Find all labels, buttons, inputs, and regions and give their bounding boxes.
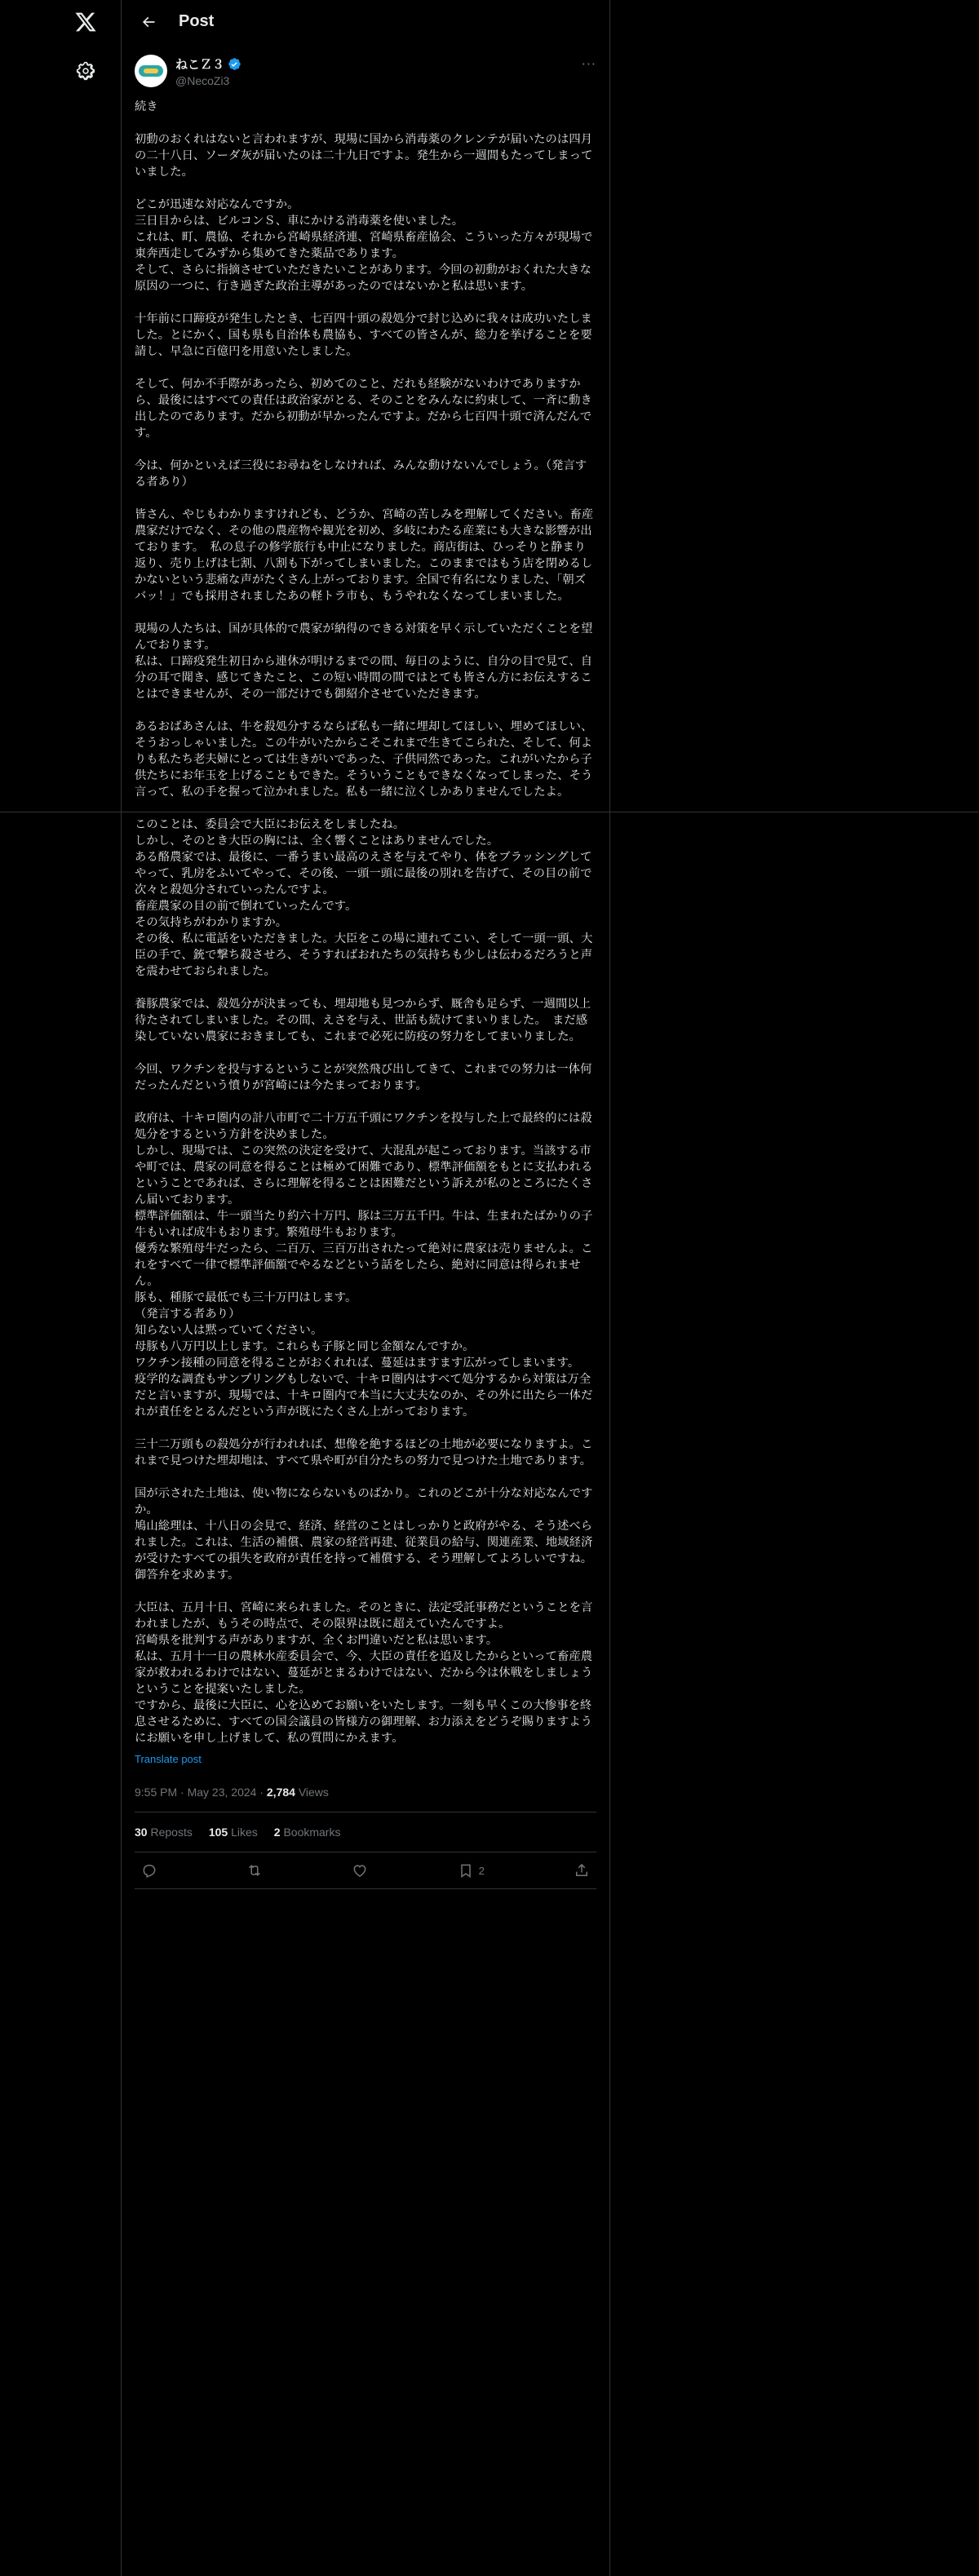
views-label: Views bbox=[298, 1786, 329, 1799]
display-name[interactable] bbox=[175, 55, 241, 73]
bookmarks-count: 2 bbox=[273, 1826, 281, 1839]
share-button[interactable] bbox=[574, 1862, 590, 1879]
likes-stat[interactable] bbox=[209, 1826, 258, 1839]
back-arrow-icon[interactable] bbox=[135, 8, 162, 36]
reposts-label: Reposts bbox=[150, 1826, 193, 1839]
bookmarks-stat[interactable] bbox=[274, 1826, 341, 1839]
repost-button[interactable] bbox=[246, 1862, 263, 1879]
header-bar bbox=[122, 0, 609, 43]
bookmark-button[interactable] bbox=[458, 1862, 485, 1879]
handle[interactable]: @NecoZi3 bbox=[175, 73, 230, 87]
x-logo-icon[interactable] bbox=[72, 8, 100, 36]
post-date[interactable]: May 23, 2024 bbox=[187, 1786, 257, 1799]
reposts-stat[interactable] bbox=[135, 1826, 193, 1839]
likes-label: Likes bbox=[231, 1826, 258, 1839]
share-icon bbox=[574, 1862, 590, 1879]
page-title: Post bbox=[179, 12, 215, 30]
verified-badge-icon bbox=[228, 57, 241, 71]
post bbox=[122, 43, 609, 1889]
engagement-stats bbox=[135, 1812, 596, 1852]
reply-icon bbox=[141, 1862, 157, 1879]
likes-count: 105 bbox=[208, 1826, 228, 1839]
translate-post-link[interactable]: Translate post bbox=[135, 1753, 202, 1765]
avatar[interactable] bbox=[135, 55, 167, 87]
like-button[interactable] bbox=[352, 1862, 368, 1879]
bookmark-action-count: 2 bbox=[478, 1864, 485, 1877]
reply-button[interactable] bbox=[141, 1862, 157, 1879]
bookmark-icon bbox=[458, 1862, 474, 1879]
action-bar bbox=[135, 1852, 596, 1889]
reposts-count: 30 bbox=[135, 1826, 148, 1839]
views-count: 2,784 bbox=[266, 1786, 295, 1799]
bookmarks-label: Bookmarks bbox=[283, 1826, 341, 1839]
heart-icon bbox=[352, 1862, 368, 1879]
author-row bbox=[135, 50, 596, 92]
post-text: 続き 初動のおくれはないと言われますが、現場に国から消毒薬のクレンテが届いたのは四月の二十八日、ソーダ灰が届いたのは二十九日ですよ。発生から一週間もたってしまっていました。 どこが迅速な対応なんですか。 三日目からは、ビルコンＳ、車にかける消毒薬を使いました。 これは、町、農協、それから宮崎県経済連、宮崎県畜産協会、こういった方々が現場で東奔西走してみずから集めてきた薬品であります。 そして、さらに指摘させていただきたいことがあります。今回の初動がおくれた大きな原因の一つに、行き過ぎた政治主導があったのではないかと私は思います。 十年前に口蹄疫が発生したとき、七百四十頭の殺処分で封じ込めに我々は成功いたしました。とにかく、国も県も自治体も農協も、すべての皆さんが、総力を挙げることを要請し、早急に百億円を用意いたしました。 そして、何か不手際があったら、初めてのこと、だれも経験がないわけでありますから、最後にはすべての責任は政治家がとる、そのことをみんなに約束して、一斉に動き出したのであります。だから初動が早かったんですよ。だから七百四十頭で済んだんです。 今は、何かといえば三役にお尋ねをしなければ、みんな動けないんでしょう。（発言する者あり） 皆さん、やじもわかりますけれども、どうか、宮崎の苦しみを理解してください。畜産農家だけでなく、その他の農産物や観光を初め、多岐にわたる産業にも大きな影響が出ております。 私の息子の修学旅行も中止になりました。商店街は、ひっそりと静まり返り、売り上げは七割、八割も下がってしまいました。このままではもう店を閉めるしかないという悲痛な声がたくさん上がっております。全国で有名になりました、「朝ズバッ！」でも採用されましたあの軽トラ市も、もうやれなくなってしまいました。 現場の人たちは、国が具体的で農家が納得のできる対策を早く示していただくことを望んでおります。 私は、口蹄疫発生初日から連休が明けるまでの間、毎日のように、自分の目で見て、自分の耳で聞き、感じてきたこと、この短い時間の間ではとても皆さん方にお伝えすることはできませんが、その一部だけでも御紹介させていただきます。 あるおばあさんは、牛を殺処分するならば私も一緒に埋却してほしい、埋めてほしい、そうおっしゃいました。この牛がいたからこそこれまで生きてこられた、そして、何よりも私たち老夫婦にとっては生きがいであった、子供同然であった。これがいたから子供たちにお年玉を上げることもできた。そういうこともできなくなってしまった、そう言って、私の手を握って泣かれました。私も一緒に泣くしかありませんでしたよ。 このことは、委員会で大臣にお伝えをしましたね。 しかし、そのとき大臣の胸には、全く響くことはありませんでした。 ある酪農家では、最後に、一番うまい最高のえさを与えてやり、体をブラッシングしてやって、乳房をふいてやって、その後、一頭一頭に最後の別れを告げて、その目の前で次々と殺処分されていったんですよ。 畜産農家の目の前で倒れていったんです。 その気持ちがわかりますか。 その後、私に電話をいただきました。大臣をこの場に連れてこい、そして一頭一頭、大臣の手で、銃で撃ち殺させろ、そうすればおれたちの気持ちも少しは伝わるだろうと声を震わせておられました。 養豚農家では、殺処分が決まっても、埋却地も見つからず、厩舎も足らず、一週間以上待たされてしまいました。その間、えさを与え、世話も続けてまいりました。 まだ感染していない農家におきましても、これまで必死に防疫の努力をしてまいりました。 今回、ワクチンを投与するということが突然飛び出してきて、これまでの努力は一体何だったんだという憤りが宮崎には今たまっております。 政府は、十キロ圏内の計八市町で二十万五千頭にワクチンを投与した上で最終的には殺処分をするという方針を決めました。 しかし、現場では、この突然の決定を受けて、大混乱が起こっております。当該する市や町では、農家の同意を得ることは極めて困難であり、標準評価額をもとに支払われるということであれば、さらに理解を得ることは困難だという訴えが私のところにたくさん届いております。 標準評価額は、牛一頭当たり約六十万円、豚は三万五千円。牛は、生まれたばかりの子牛もいれば成牛もおります。繁殖母牛もおります。 優秀な繁殖母牛だったら、二百万、三百万出されたって絶対に農家は売りませんよ。これをすべて一律で標準評価額でやるなどという話をしたら、絶対に同意は得られません。 豚も、種豚で最低でも三十万円はします。 （発言する者あり） 知らない人は黙っていてください。 母豚も八万円以上します。これらも子豚と同じ金額なんですか。 ワクチン接種の同意を得ることがおくれれば、蔓延はますます広がってしまいます。 疫学的な調査もサンプリングもしないで、十キロ圏内はすべて処分するから対策は万全だと言いますが、現場では、十キロ圏内で本当に大丈夫なのか、その外に出たら一体だれが責任をとるんだという声が既にたくさん上がっております。 三十二万頭もの殺処分が行われれば、想像を絶するほどの土地が必要になりますよ。これまで見つけた埋却地は、すべて県や町が自分たちの努力で見つけた土地であります。 国が示された土地は、使い物にならないものばかり。これのどこが十分な対応なんですか。 鳩山総理は、十八日の会見で、経済、経営のことはしっかりと政府がやる、そう述べられました。これは、生活の補償、農家の経営再建、従業員の給与、関連産業、地域経済が受けたすべての損失を政府が責任を持って補償する、そう理解してよろしいですね。御答弁を求めます。 大臣は、五月十日、宮崎に来られました。そのときに、法定受託事務だということを言われましたが、もうその時点で、その限界は既に超えていたんですよ。 宮崎県を批判する声がありますが、全くお門違いだと私は思います。 私は、五月十一日の農林水産委員会で、今、大臣の責任を追及したからといって畜産農家が救われるわけではない、蔓延がとまるわけではない、だから今は休戦をしましょうということを提案いたしました。 ですから、最後に大臣に、心を込めてお願いをいたします。一刻も早くこの大惨事を終息させるために、すべての国会議員の皆様方の御理解、お力添えをどうぞ賜りますようにお願いを申し上げまして、私の質問にかえます。 bbox=[135, 100, 594, 1745]
post-meta: 9:55 PM · May 23, 2024 · 2,784 Views bbox=[135, 1786, 596, 1812]
post-time[interactable]: 9:55 PM bbox=[135, 1786, 178, 1799]
left-nav-rail bbox=[0, 0, 122, 2576]
author-names bbox=[175, 55, 241, 87]
main-column bbox=[122, 0, 610, 2576]
display-name-text: ねこＺ３ bbox=[175, 57, 225, 72]
gear-icon[interactable] bbox=[72, 57, 100, 85]
repost-icon bbox=[246, 1862, 263, 1879]
more-options-icon[interactable]: ··· bbox=[581, 56, 596, 72]
